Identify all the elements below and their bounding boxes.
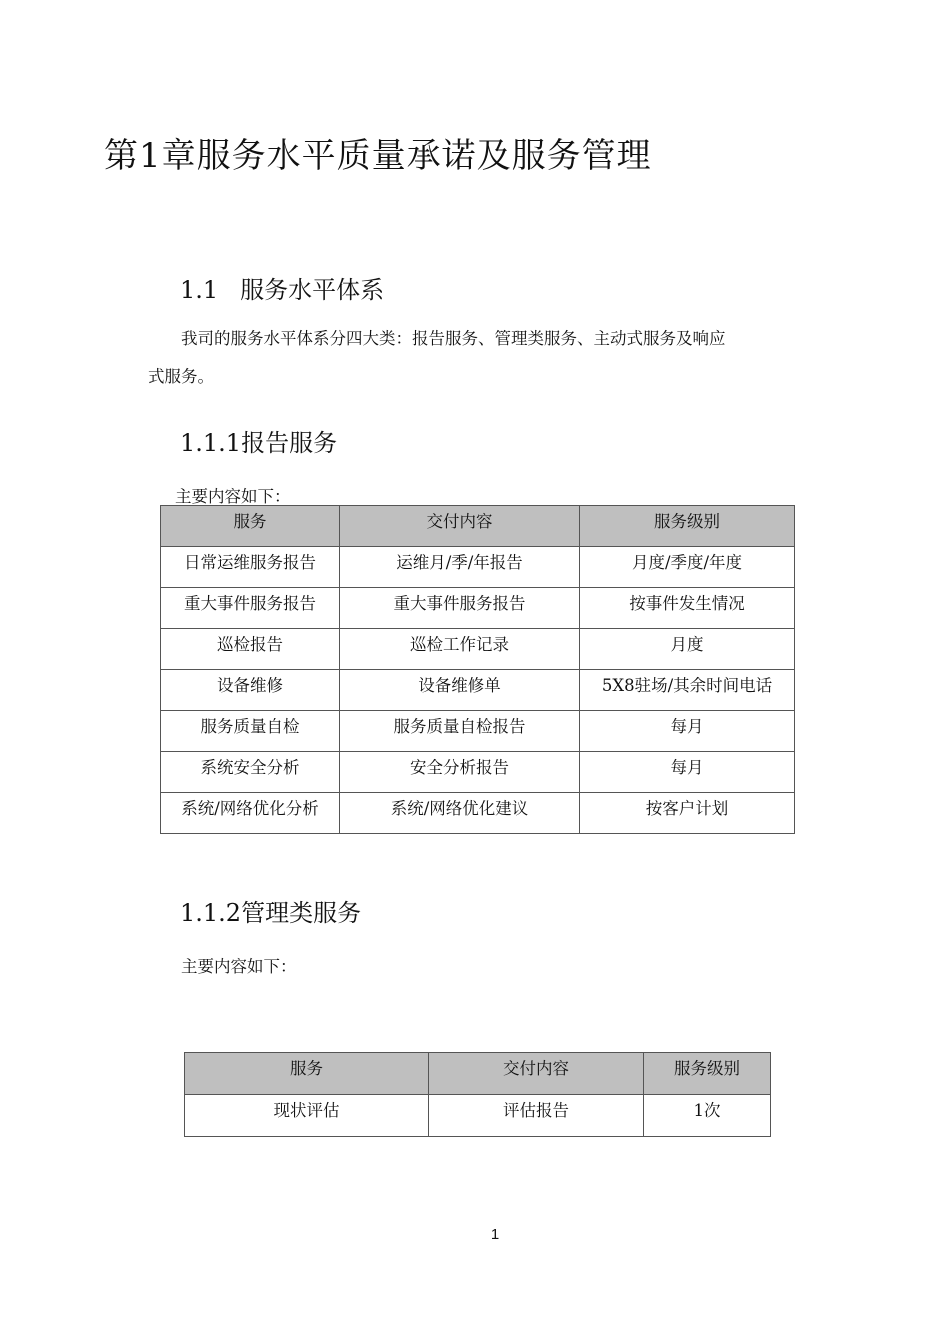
table-cell: 巡检报告: [161, 629, 340, 670]
table-cell: 1次: [644, 1095, 771, 1137]
table-cell: 巡检工作记录: [340, 629, 580, 670]
intro-paragraph-line-2: 式服务。: [148, 367, 214, 386]
table-cell: 月度/季度/年度: [580, 547, 795, 588]
table-cell: 系统/网络优化建议: [340, 793, 580, 834]
table-row: [161, 547, 795, 588]
table-cell: 系统/网络优化分析: [161, 793, 340, 834]
table-cell: 设备维修单: [340, 670, 580, 711]
table-row: [161, 629, 795, 670]
table-cell: 运维月/季/年报告: [340, 547, 580, 588]
table-cell: 日常运维服务报告: [161, 547, 340, 588]
table-header-row: [185, 1053, 771, 1095]
page-number: 1: [490, 1226, 500, 1243]
table-cell: 月度: [580, 629, 795, 670]
table-cell: 重大事件服务报告: [340, 588, 580, 629]
section-title: 服务水平体系: [240, 276, 385, 304]
management-services-table: [184, 1052, 771, 1137]
table-cell: 安全分析报告: [340, 752, 580, 793]
header-cell: 服务级别: [580, 506, 795, 547]
table-row: [161, 793, 795, 834]
section-1-1-1-heading: 1.1.1报告服务: [180, 429, 338, 457]
intro-paragraph-line-1: 我司的服务水平体系分四大类：报告服务、管理类服务、主动式服务及响应: [181, 329, 726, 348]
table-cell: 重大事件服务报告: [161, 588, 340, 629]
header-cell: 服务: [185, 1053, 429, 1095]
table-cell: 现状评估: [185, 1095, 429, 1137]
table-cell: 评估报告: [429, 1095, 644, 1137]
table-cell: 系统安全分析: [161, 752, 340, 793]
chapter-title: 第1章服务水平质量承诺及服务管理: [104, 136, 652, 176]
table-row: [161, 670, 795, 711]
header-cell: 交付内容: [340, 506, 580, 547]
header-cell: 服务: [161, 506, 340, 547]
table-cell: 设备维修: [161, 670, 340, 711]
table-cell: 每月: [580, 711, 795, 752]
report-services-table: [160, 505, 795, 834]
table-cell: 按客户计划: [580, 793, 795, 834]
table-row: [161, 711, 795, 752]
section-1-1-heading: [180, 270, 384, 305]
table-row: [161, 752, 795, 793]
section-1-1-2-heading: 1.1.2管理类服务: [180, 899, 362, 927]
section-number: 1.1: [180, 276, 219, 304]
table-cell: 服务质量自检报告: [340, 711, 580, 752]
table-1-intro: 主要内容如下：: [175, 487, 291, 506]
table-cell: 5X8驻场/其余时间电话: [580, 670, 795, 711]
table-cell: 服务质量自检: [161, 711, 340, 752]
table-row: [161, 588, 795, 629]
header-cell: 服务级别: [644, 1053, 771, 1095]
header-cell: 交付内容: [429, 1053, 644, 1095]
table-header-row: [161, 506, 795, 547]
table-row: [185, 1095, 771, 1137]
table-cell: 按事件发生情况: [580, 588, 795, 629]
table-2-intro: 主要内容如下：: [181, 957, 297, 976]
table-cell: 每月: [580, 752, 795, 793]
